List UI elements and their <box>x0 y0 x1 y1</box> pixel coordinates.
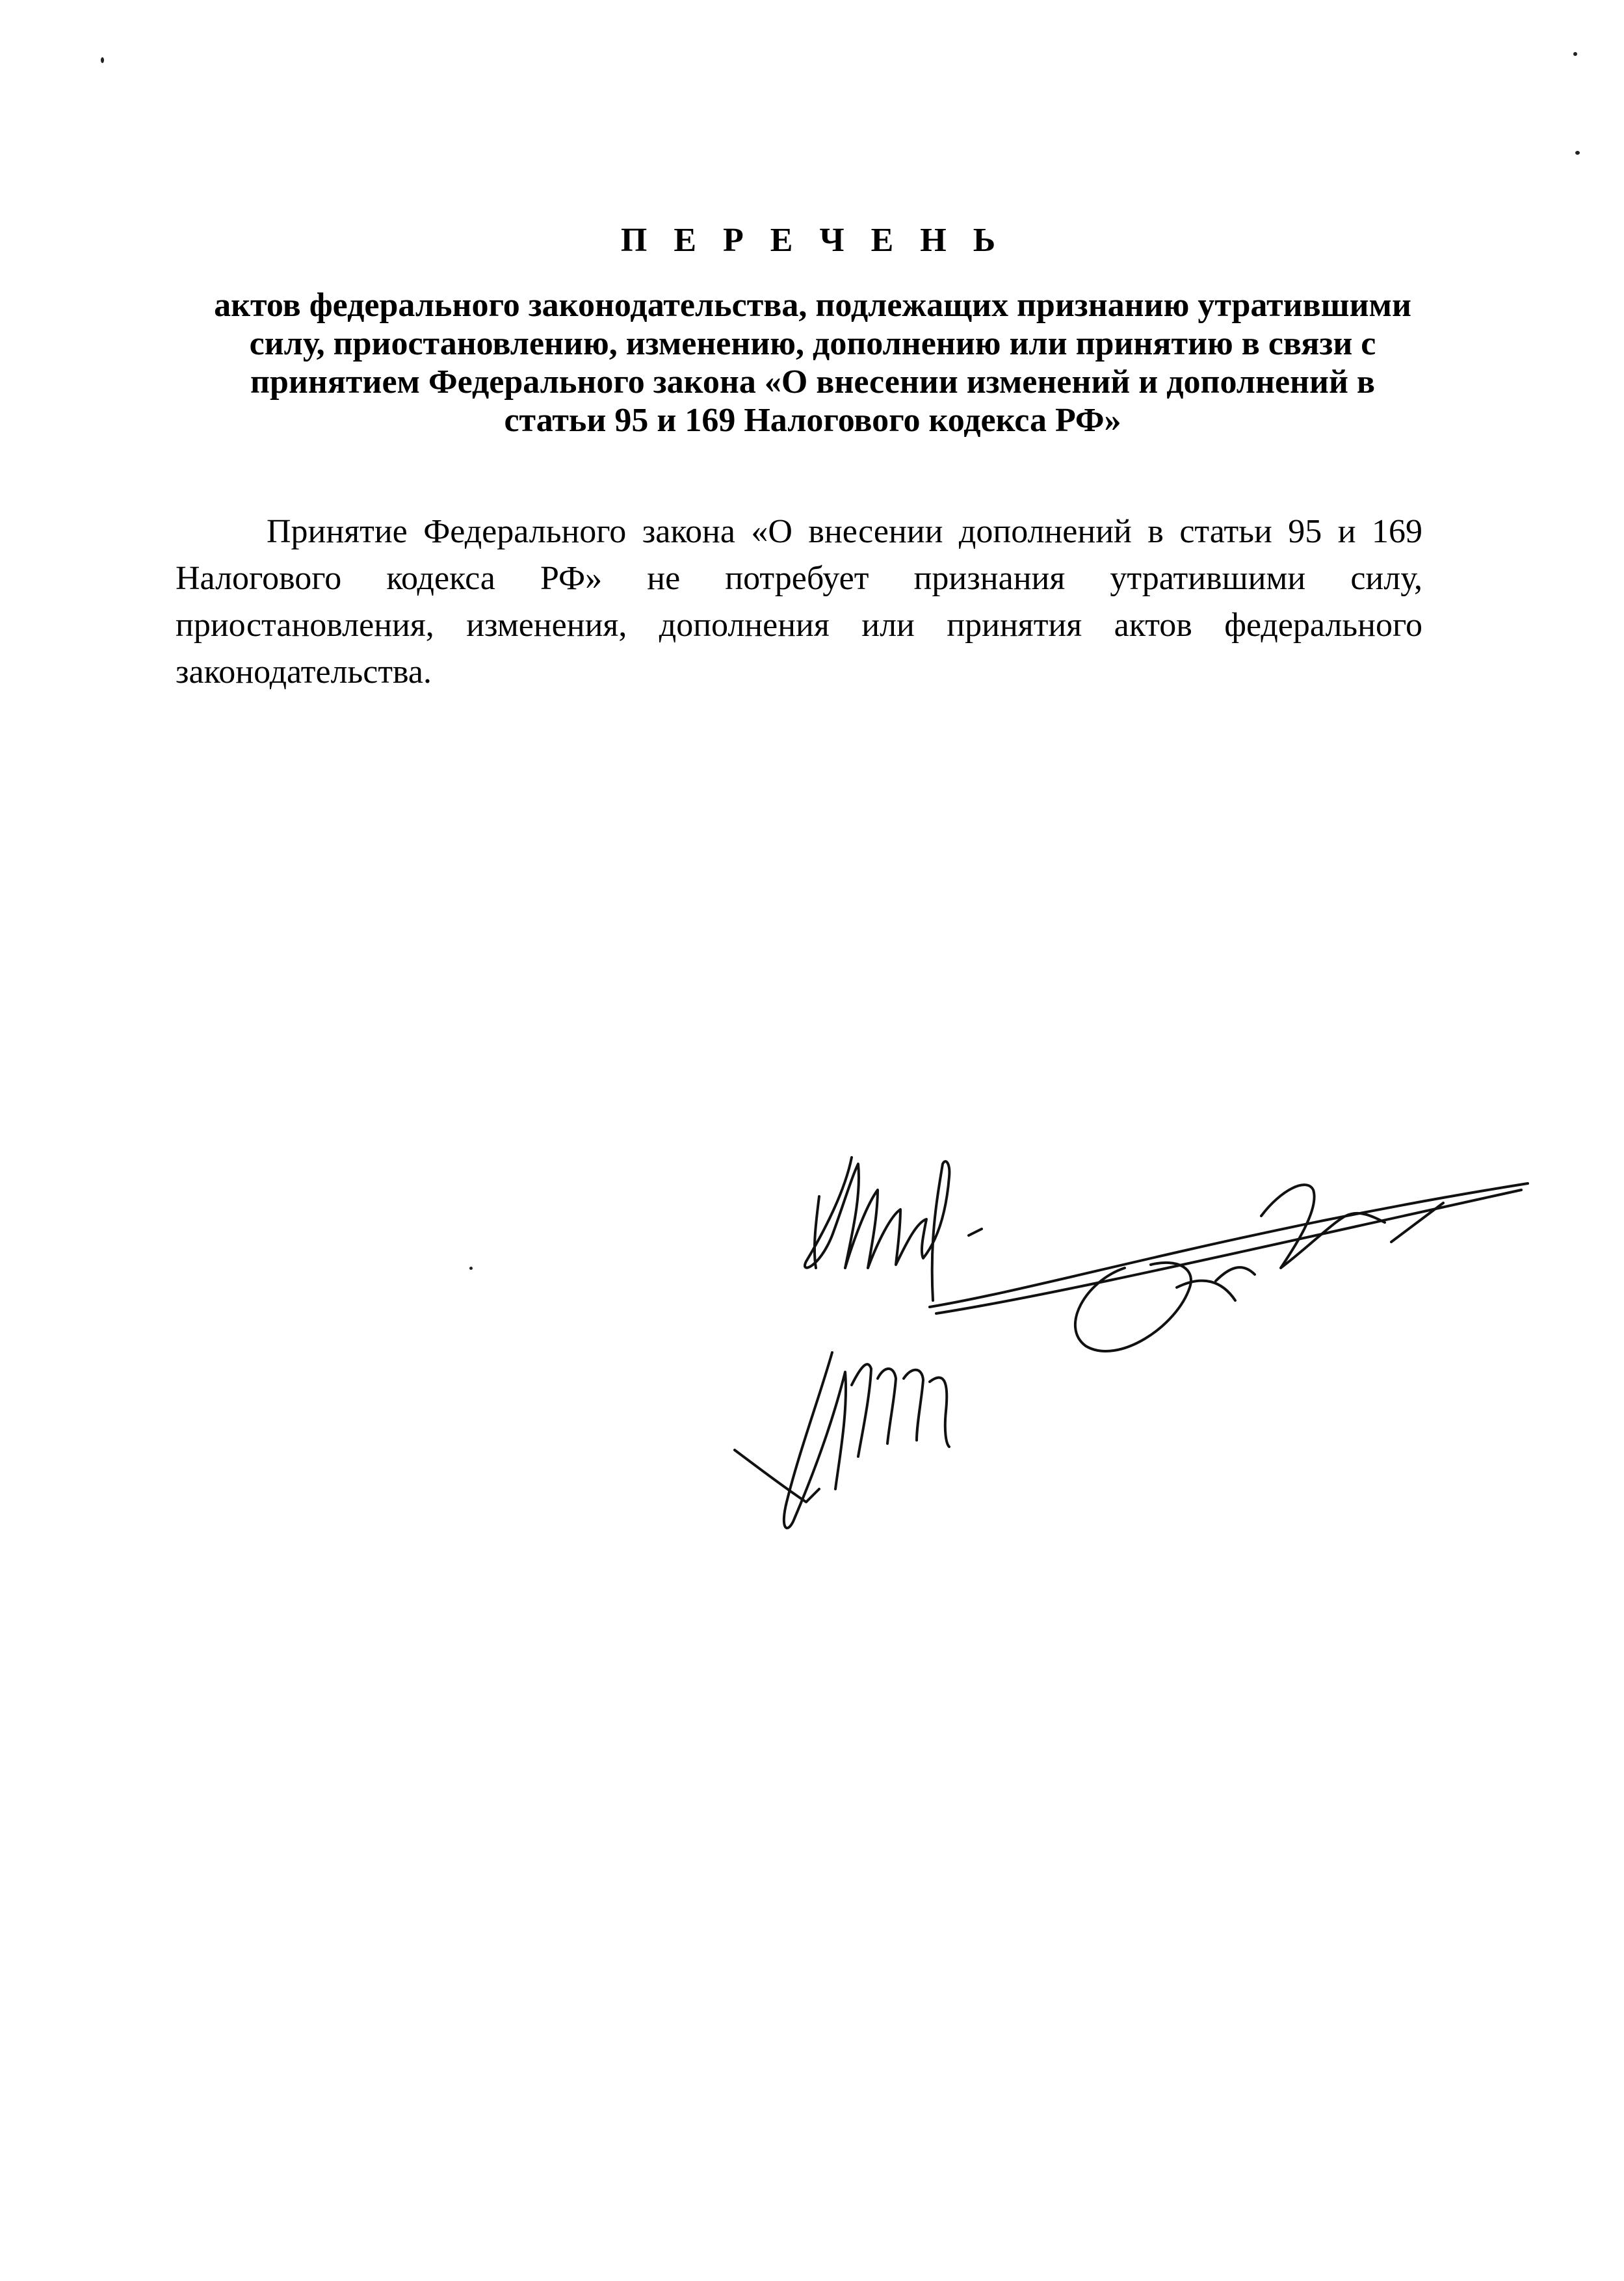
scan-speck <box>1575 151 1580 155</box>
scan-speck <box>101 57 104 63</box>
document-subtitle: актов федерального законодательства, подлежащих признанию утратившими силу, приостановлению, изменению, дополнению или принятию в связи с принятием Федерального закона «О внесении изменений и дополнений в статьи 95 и 169 Налогового кодекса РФ» <box>214 287 1411 439</box>
scan-speck <box>1573 52 1577 56</box>
document-title: П Е Р Е Ч Е Н Ь <box>620 222 1005 259</box>
signature-icon <box>722 1138 1541 1554</box>
scan-speck <box>469 1267 473 1270</box>
document-body: Принятие Федерального закона «О внесении дополнений в статьи 95 и 169 Налогового кодекса РФ» не потребует признания утратившими силу, приостановления, изменения, дополнения или принятия актов федерального законодательства. <box>176 513 1422 691</box>
